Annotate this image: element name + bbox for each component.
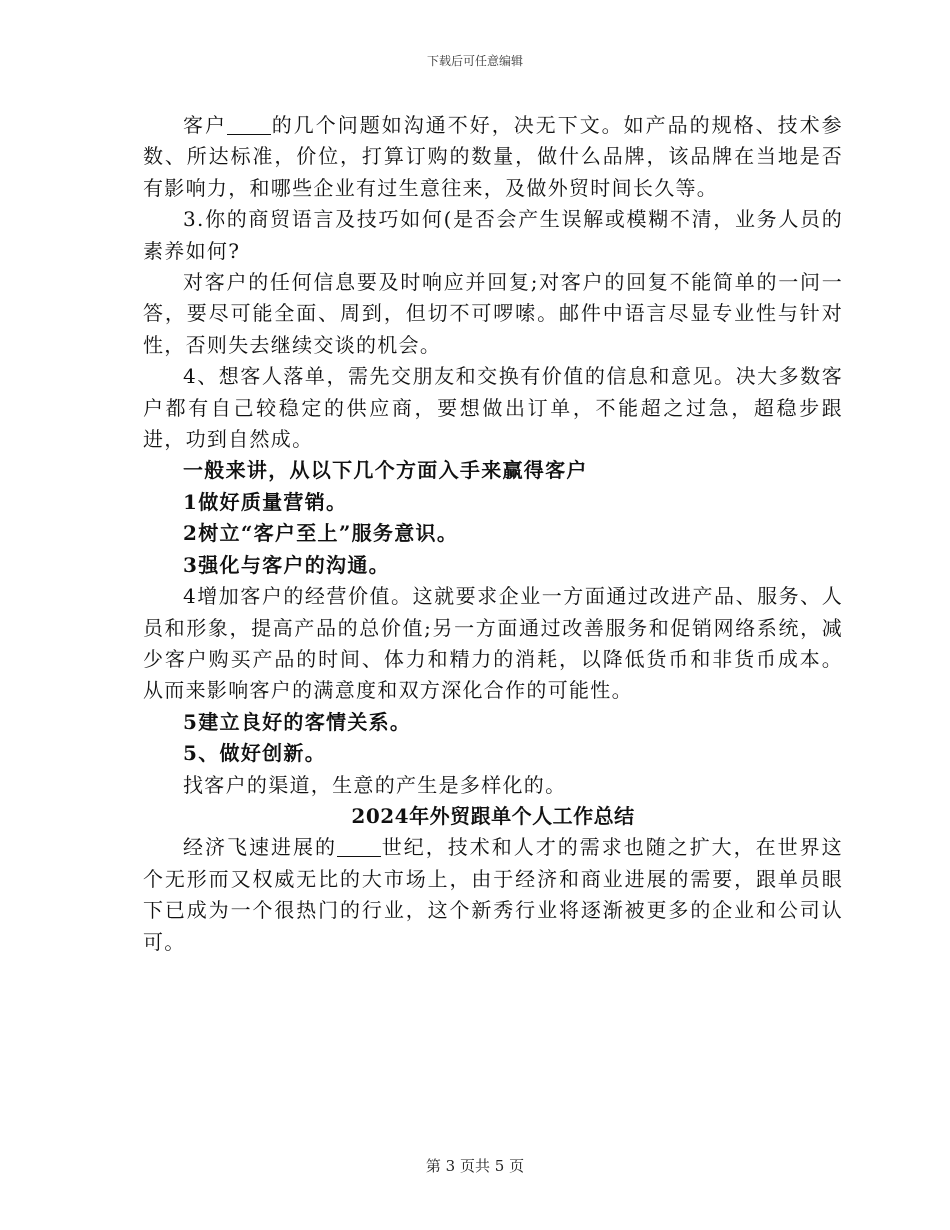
bold-item-innovation: 5、做好创新。: [183, 741, 327, 766]
document-body: [143, 110, 843, 958]
bold-item-relationship: 5建立良好的客情关系。: [183, 709, 412, 734]
paragraph-customer-issues: [143, 110, 843, 204]
paragraph-make-friends: 4、想客人落单，需先交朋友和交换有价值的信息和意见。决大多数客户都有自己较稳定的供应商，要想做出订单，不能超之过急，超稳步跟进，功到自然成。: [143, 364, 843, 452]
bold-item-quality: 1做好质量营销。: [183, 489, 348, 514]
paragraph-language-skills: 3.你的商贸语言及技巧如何(是否会产生误解或模糊不清，业务人员的素养如何?: [143, 207, 843, 263]
paragraph-text: 经济飞速进展的: [183, 835, 337, 860]
paragraph-channels: 找客户的渠道，生意的产生是多样化的。: [183, 772, 567, 797]
section-title: 2024年外贸跟单个人工作总结: [351, 803, 635, 828]
page-footer: 第 3 页共 5 页: [425, 1157, 525, 1175]
bold-heading-win-customers: 一般来讲，从以下几个方面入手来赢得客户: [183, 458, 588, 483]
fill-blank: [337, 836, 381, 857]
paragraph-text: 的几个问题如沟通不好，决无下文。如产品的规格、技术参数、所达标准，价位，打算订购的数量，做什么品牌，该品牌在当地是否有影响力，和哪些企业有过生意往来，及做外贸时间长久等。: [143, 113, 843, 200]
paragraph-response: 对客户的任何信息要及时响应并回复;对客户的回复不能简单的一问一答，要尽可能全面、周到，但切不可啰嗦。邮件中语言尽显专业性与针对性，否则失去继续交谈的机会。: [143, 270, 843, 357]
bold-item-customer-first: 2树立“客户至上”服务意识。: [183, 521, 459, 546]
page-header: 下载后可任意编辑: [426, 54, 523, 68]
fill-blank: [227, 114, 271, 135]
paragraph-text: 世纪，技术和人才的需求也随之扩大，在世界这个无形而又权威无比的大市场上，由于经济和商业进展的需要，跟单员眼下已成为一个很热门的行业，这个新秀行业将逐渐被更多的企业和公司认可。: [143, 835, 843, 954]
paragraph-economy: [143, 832, 843, 958]
paragraph-customer-value: 4增加客户的经营价值。这就要求企业一方面通过改进产品、服务、人员和形象，提高产品的总价值;另一方面通过改善服务和促销网络系统，减少客户购买产品的时间、体力和精力的消耗，以降低货币和非货币成本。从而来影响客户的满意度和双方深化合作的可能性。: [143, 584, 843, 703]
bold-item-communication: 3强化与客户的沟通。: [183, 552, 390, 577]
paragraph-text: 客户: [183, 113, 227, 137]
